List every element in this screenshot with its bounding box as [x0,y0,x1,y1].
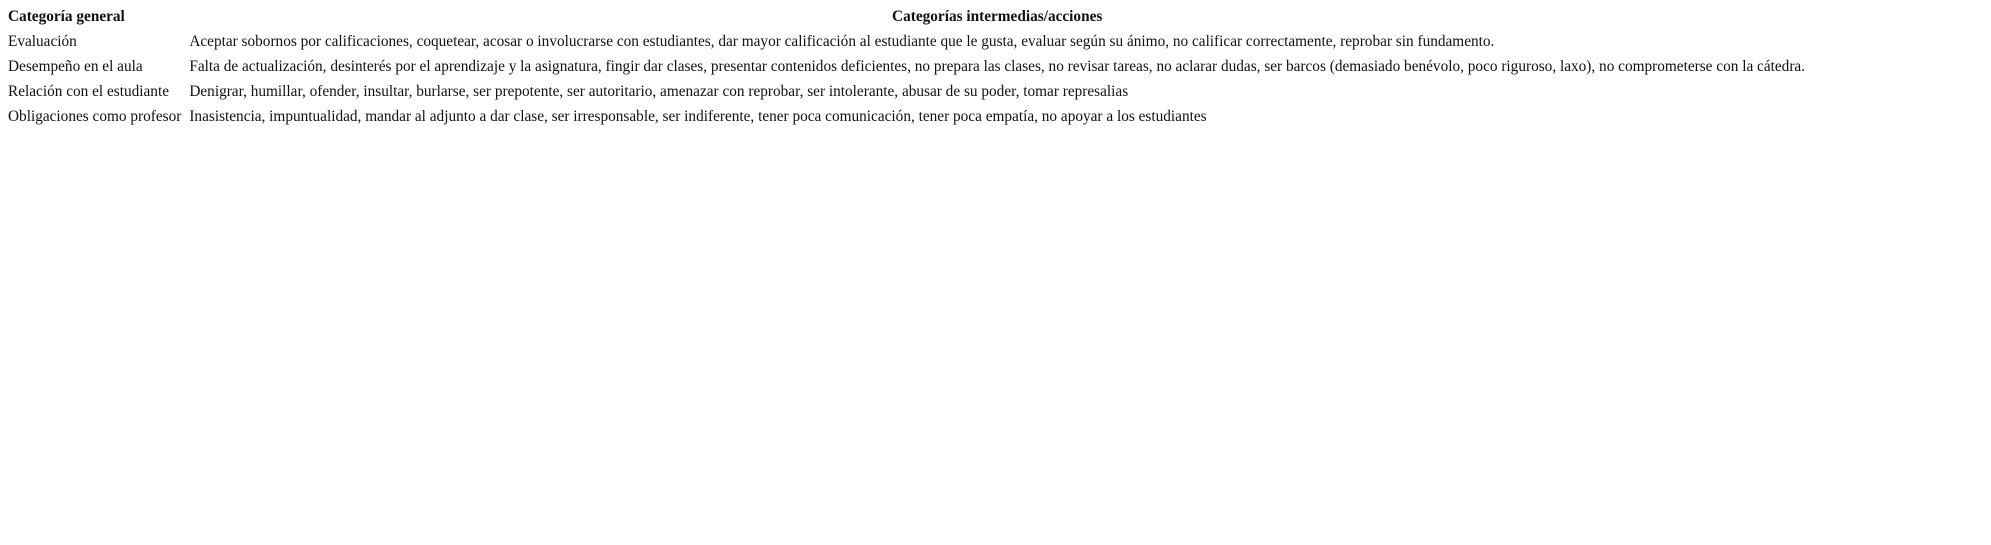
header-general-category: Categoría general [8,7,125,25]
table-row [4,29,1809,54]
header-intermediate-categories: Categorías intermedias/acciones [892,7,1103,25]
table-row [4,104,1809,129]
table-header-row [4,4,1809,29]
category-cell: Evaluación [8,32,77,50]
table-row [4,54,1809,79]
category-cell: Obligaciones como profesor [8,107,182,125]
table-row [4,79,1809,104]
category-cell: Relación con el estudiante [8,82,169,100]
categories-table [4,4,1809,129]
category-cell: Desempeño en el aula [8,57,143,75]
actions-cell: Inasistencia, impuntualidad, mandar al adjunto a dar clase, ser irresponsable, ser indiferente, tener poca comunicación, tener poca empatía, no apoyar a los estudiantes [189,107,1207,125]
actions-cell: Denigrar, humillar, ofender, insultar, burlarse, ser prepotente, ser autoritario, amenazar con reprobar, ser intolerante, abusar de su poder, tomar represalias [189,82,1129,100]
actions-cell: Aceptar sobornos por calificaciones, coquetear, acosar o involucrarse con estudiantes, dar mayor calificación al estudiante que le gusta, evaluar según su ánimo, no calificar correctamente, reprobar sin fundamento. [189,32,1495,50]
actions-cell: Falta de actualización, desinterés por el aprendizaje y la asignatura, fingir dar clases, presentar contenidos deficientes, no prepara las clases, no revisar tareas, no aclarar dudas, ser barcos (demasiado benévolo, poco riguroso, laxo), no comprometerse con la cátedra. [189,57,1806,75]
